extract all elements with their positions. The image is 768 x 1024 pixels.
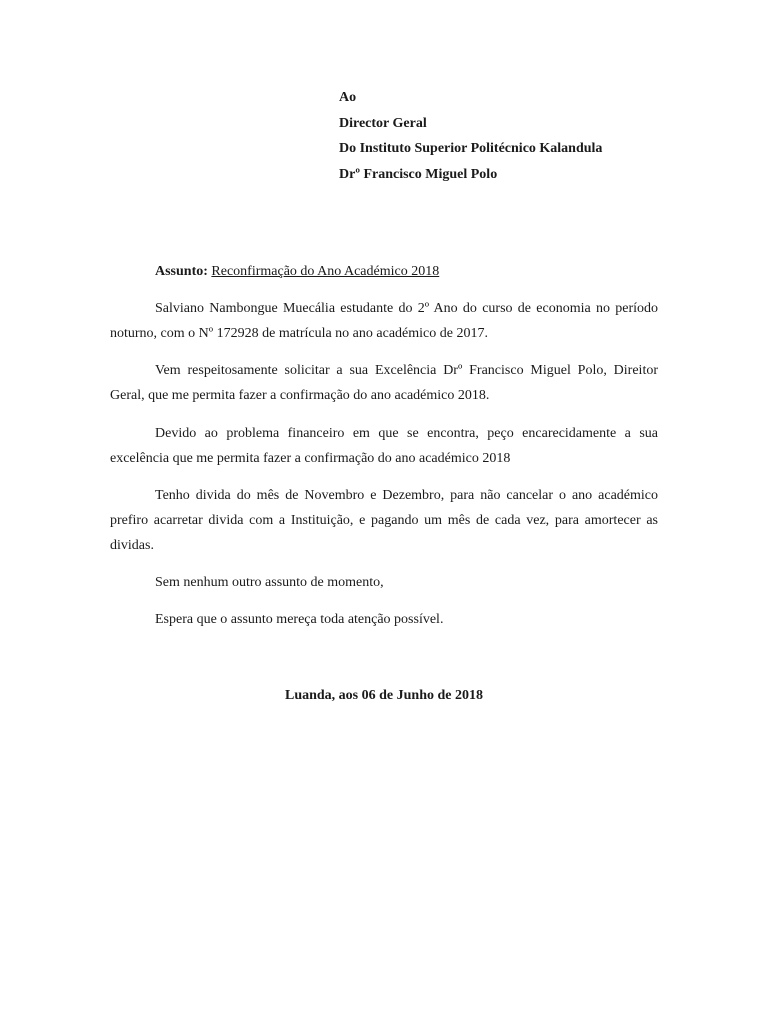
paragraph-closing: Sem nenhum outro assunto de momento, [155, 575, 384, 590]
addressee-line-name: Drº Francisco Miguel Polo [339, 166, 498, 182]
subject-label: Assunto: [155, 264, 208, 279]
date-line: Luanda, aos 06 de Junho de 2018 [284, 688, 483, 703]
paragraph-student-info: Salviano Nambongue Muecália estudante do 2º Ano do curso de economia no período noturno, com o Nº 172928 de matrícula no ano académico de 2017. [110, 301, 658, 341]
subject-value: Reconfirmação do Ano Académico 2018 [211, 264, 440, 279]
paragraph-request: Vem respeitosamente solicitar a sua Excelência Drº Francisco Miguel Polo, Direitor Geral, que me permita fazer a confirmação do ano académico 2018. [110, 363, 658, 403]
paragraph-financial-reason: Devido ao problema financeiro em que se encontra, peço encarecidamente a sua excelência que me permita fazer a confirmação do ano académico 2018 [110, 426, 658, 466]
subject-line [110, 259, 658, 284]
addressee-block [339, 85, 602, 187]
addressee-line-title: Director Geral [339, 115, 427, 131]
paragraph-attention: Espera que o assunto mereça toda atenção possível. [155, 612, 444, 627]
addressee-line-ao: Ao [339, 90, 357, 105]
addressee-line-institute: Do Instituto Superior Politécnico Kalandula [339, 141, 603, 156]
paragraph-debt: Tenho divida do mês de Novembro e Dezembro, para não cancelar o ano académico prefiro acarretar divida com a Instituição, e pagando um mês de cada vez, para amortecer as dividas. [110, 488, 658, 553]
